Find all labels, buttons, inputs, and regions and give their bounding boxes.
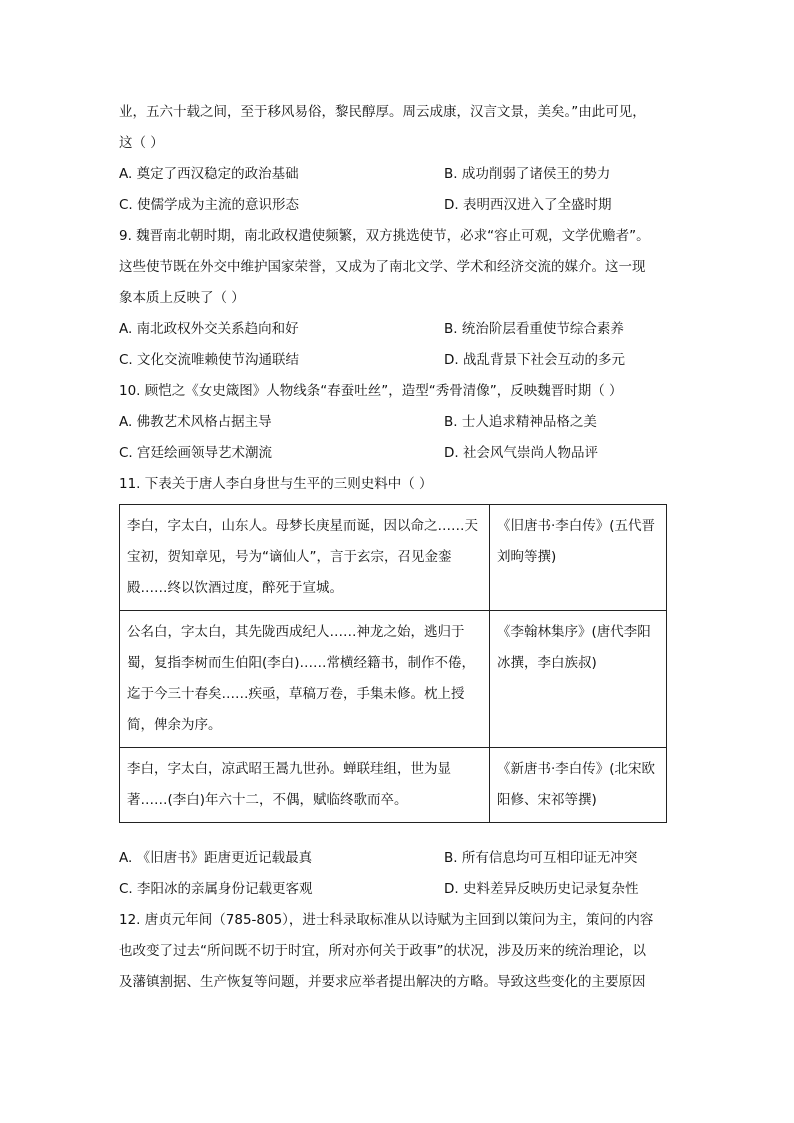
table-cell-source: 《新唐书·李白传》(北宋欧阳修、宋祁等撰) (490, 748, 667, 823)
option-a: A. 佛教艺术风格占据主导 (119, 414, 272, 430)
question-stem-line: 10. 顾恺之《女史箴图》人物线条“春蚕吐丝”，造型“秀骨清像”，反映魏晋时期（ ） (119, 383, 623, 399)
question-11 (119, 469, 671, 905)
table-row (120, 611, 667, 748)
table-row (120, 748, 667, 823)
option-c: C. 宫廷绘画领导艺术潮流 (119, 445, 273, 461)
option-c: C. 文化交流唯赖使节沟通联结 (119, 352, 300, 368)
question-stem-line: 也改变了过去“所问既不切于时宜，所对亦何关于政事”的状况，涉及历来的统治理论，以 (119, 943, 646, 959)
options-row (119, 843, 671, 874)
option-b: B. 所有信息均可互相印证无冲突 (444, 850, 638, 866)
question-stem-line: 业，五六十载之间，至于移风易俗，黎民醇厚。周云成康，汉言文景，美矣。”由此可见， (119, 104, 646, 120)
table-cell-content: 李白，字太白，山东人。母梦长庚星而诞，因以命之……天宝初，贺知章见，号为“谪仙人”，言于玄宗，召见金銮殿……终以饮酒过度，醉死于宣城。 (120, 505, 490, 611)
option-c: C. 李阳冰的亲属身份记载更客观 (119, 881, 313, 897)
question-stem-line: 这些使节既在外交中维护国家荣誉，又成为了南北文学、学术和经济交流的媒介。这一现 (119, 259, 646, 275)
options-row (119, 159, 671, 190)
table-cell-content: 公名白，字太白，其先陇西成纪人……神龙之始，逃归于蜀，复指李树而生伯阳(李白)……常横经籍书，制作不倦，迄于今三十春矣……疾亟，草稿万卷，手集未修。枕上授简，俾余为序。 (120, 611, 490, 748)
option-d: D. 战乱背景下社会互动的多元 (444, 352, 625, 368)
question-stem-line: 这（ ） (119, 135, 164, 151)
option-d: D. 社会风气崇尚人物品评 (444, 445, 598, 461)
option-b: B. 成功削弱了诸侯王的势力 (444, 166, 611, 182)
exam-page (119, 97, 671, 998)
question-8 (119, 97, 671, 221)
question-12 (119, 905, 671, 998)
question-10 (119, 376, 671, 469)
option-b: B. 士人追求精神品格之美 (444, 414, 597, 430)
option-a: A. 奠定了西汉稳定的政治基础 (119, 166, 299, 182)
source-table (119, 504, 667, 823)
option-d: D. 史料差异反映历史记录复杂性 (444, 881, 639, 897)
option-a: A. 《旧唐书》距唐更近记载最真 (119, 850, 313, 866)
question-stem-line: 象本质上反映了（ ） (119, 290, 245, 306)
question-stem-line: 12. 唐贞元年间（785-805），进士科录取标准从以诗赋为主回到以策问为主，策问的内容 (119, 912, 654, 928)
options-row (119, 314, 671, 345)
options-row (119, 345, 671, 376)
option-a: A. 南北政权外交关系趋向和好 (119, 321, 299, 337)
question-stem-line: 9. 魏晋南北朝时期，南北政权遣使频繁，双方挑选使节，必求“容止可观，文学优赡者”。 (119, 228, 650, 244)
table-row (120, 505, 667, 611)
option-c: C. 使儒学成为主流的意识形态 (119, 197, 300, 213)
options-row (119, 874, 671, 905)
table-cell-source: 《旧唐书·李白传》(五代晋刘昫等撰) (490, 505, 667, 611)
question-9 (119, 221, 671, 376)
options-row (119, 438, 671, 469)
table-cell-content: 李白，字太白，凉武昭王暠九世孙。蝉联珪组，世为显著……(李白)年六十二，不偶，赋临终歌而卒。 (120, 748, 490, 823)
option-b: B. 统治阶层看重使节综合素养 (444, 321, 624, 337)
options-row (119, 407, 671, 438)
option-d: D. 表明西汉进入了全盛时期 (444, 197, 612, 213)
table-cell-source: 《李翰林集序》(唐代李阳冰撰，李白族叔) (490, 611, 667, 748)
question-stem-line: 及藩镇割据、生产恢复等问题，并要求应举者提出解决的方略。导致这些变化的主要原因 (119, 974, 646, 990)
options-row (119, 190, 671, 221)
question-stem-line: 11. 下表关于唐人李白身世与生平的三则史料中（ ） (119, 476, 433, 492)
